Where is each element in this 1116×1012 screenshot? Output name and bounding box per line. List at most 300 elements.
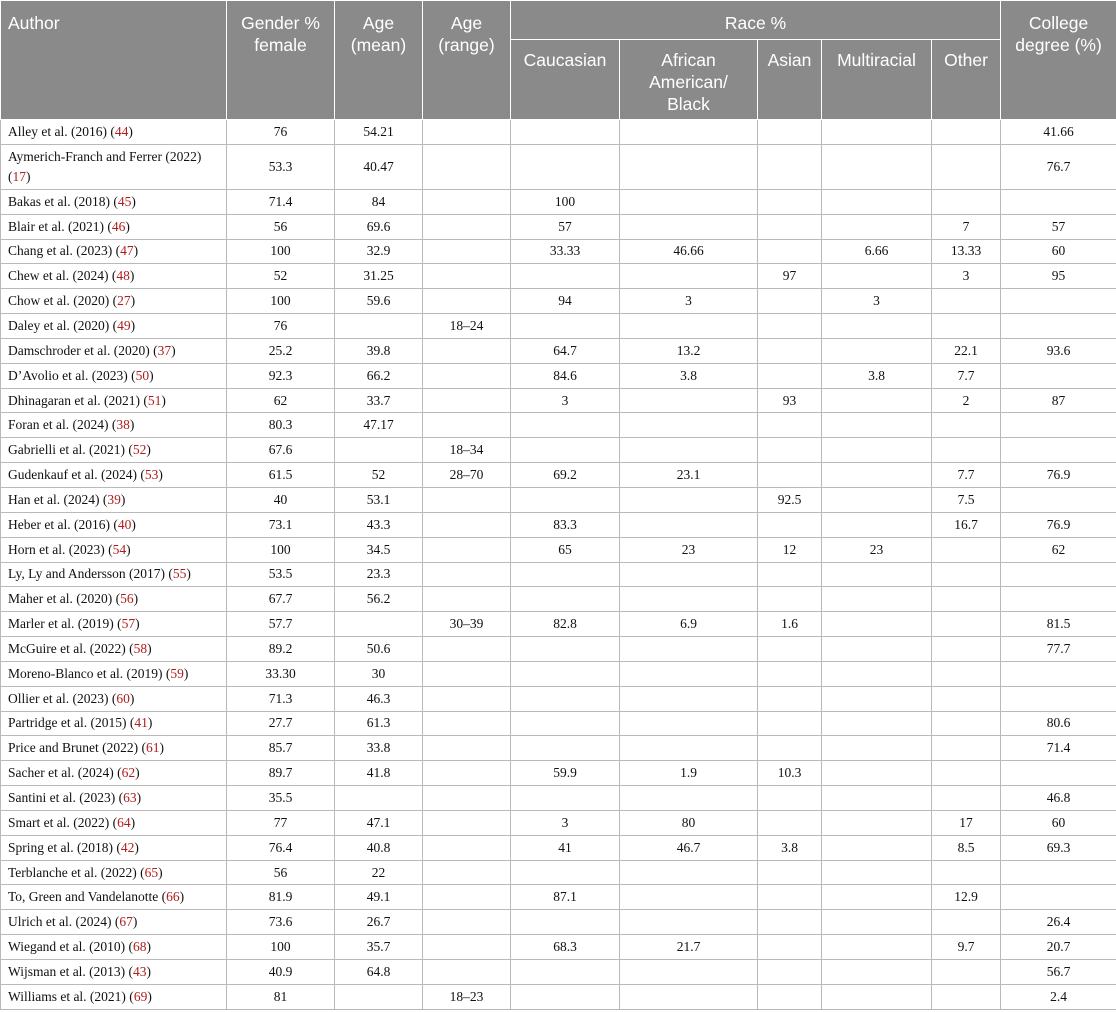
cell-college bbox=[1001, 314, 1116, 339]
table-body bbox=[1, 120, 1116, 1010]
cell-african-american: 3 bbox=[620, 289, 758, 314]
cell-multiracial bbox=[822, 910, 932, 935]
cell-other bbox=[932, 786, 1001, 811]
reference-number: 65 bbox=[144, 864, 159, 880]
cell-other bbox=[932, 860, 1001, 885]
author-text: Spring et al. (2018) ( bbox=[8, 839, 121, 855]
cell-age-range bbox=[423, 562, 511, 587]
cell-caucasian bbox=[511, 711, 620, 736]
cell-college: 57 bbox=[1001, 214, 1116, 239]
cell-multiracial bbox=[822, 686, 932, 711]
cell-author bbox=[1, 587, 227, 612]
cell-author bbox=[1, 935, 227, 960]
cell-african-american bbox=[620, 686, 758, 711]
cell-african-american bbox=[620, 736, 758, 761]
table-header bbox=[1, 1, 1116, 120]
cell-gender: 85.7 bbox=[227, 736, 335, 761]
table-row bbox=[1, 314, 1116, 339]
cell-multiracial bbox=[822, 885, 932, 910]
cell-caucasian: 3 bbox=[511, 388, 620, 413]
reference-number: 68 bbox=[133, 939, 147, 955]
cell-author bbox=[1, 512, 227, 537]
cell-african-american bbox=[620, 214, 758, 239]
author-text: Damschroder et al. (2020) ( bbox=[8, 342, 158, 358]
cell-age-mean: 64.8 bbox=[335, 960, 423, 985]
cell-multiracial bbox=[822, 463, 932, 488]
cell-asian: 92.5 bbox=[758, 487, 822, 512]
cell-gender: 33.30 bbox=[227, 661, 335, 686]
cell-multiracial bbox=[822, 413, 932, 438]
cell-multiracial bbox=[822, 860, 932, 885]
cell-caucasian: 100 bbox=[511, 189, 620, 214]
cell-caucasian: 65 bbox=[511, 537, 620, 562]
author-text: Daley et al. (2020) ( bbox=[8, 317, 118, 333]
cell-caucasian bbox=[511, 314, 620, 339]
table-row bbox=[1, 910, 1116, 935]
author-text: Chow et al. (2020) ( bbox=[8, 293, 118, 309]
author-text: Wijsman et al. (2013) ( bbox=[8, 963, 134, 979]
cell-multiracial bbox=[822, 935, 932, 960]
cell-african-american: 23.1 bbox=[620, 463, 758, 488]
cell-college bbox=[1001, 289, 1116, 314]
cell-caucasian: 94 bbox=[511, 289, 620, 314]
cell-gender: 76 bbox=[227, 314, 335, 339]
cell-asian bbox=[758, 810, 822, 835]
cell-caucasian bbox=[511, 562, 620, 587]
cell-age-range: 18–24 bbox=[423, 314, 511, 339]
reference-close-paren: ) bbox=[186, 566, 191, 582]
cell-age-mean: 46.3 bbox=[335, 686, 423, 711]
cell-gender: 100 bbox=[227, 537, 335, 562]
reference-number: 62 bbox=[121, 765, 136, 781]
cell-age-mean: 31.25 bbox=[335, 264, 423, 289]
cell-other bbox=[932, 314, 1001, 339]
cell-college: 93.6 bbox=[1001, 338, 1116, 363]
table-row bbox=[1, 810, 1116, 835]
cell-other: 7 bbox=[932, 214, 1001, 239]
reference-number: 44 bbox=[114, 123, 129, 139]
table-row bbox=[1, 189, 1116, 214]
cell-gender: 61.5 bbox=[227, 463, 335, 488]
cell-college bbox=[1001, 587, 1116, 612]
cell-gender: 71.4 bbox=[227, 189, 335, 214]
reference-number: 66 bbox=[166, 889, 180, 905]
cell-author bbox=[1, 189, 227, 214]
author-text: Alley et al. (2016) ( bbox=[8, 123, 115, 139]
table-row bbox=[1, 363, 1116, 388]
author-text: Santini et al. (2023) ( bbox=[8, 790, 124, 806]
cell-college bbox=[1001, 562, 1116, 587]
table-row bbox=[1, 612, 1116, 637]
cell-multiracial bbox=[822, 144, 932, 189]
reference-number: 59 bbox=[170, 665, 184, 681]
author-text: Moreno-Blanco et al. (2019) ( bbox=[8, 665, 171, 681]
reference-number: 64 bbox=[117, 814, 131, 830]
cell-caucasian bbox=[511, 960, 620, 985]
reference-number: 45 bbox=[117, 193, 132, 209]
cell-caucasian: 41 bbox=[511, 835, 620, 860]
cell-other bbox=[932, 960, 1001, 985]
table-row bbox=[1, 587, 1116, 612]
cell-gender: 89.2 bbox=[227, 637, 335, 662]
cell-age-range bbox=[423, 264, 511, 289]
reference-close-paren: ) bbox=[133, 591, 139, 607]
cell-other bbox=[932, 438, 1001, 463]
cell-college bbox=[1001, 761, 1116, 786]
cell-other bbox=[932, 711, 1001, 736]
reference-close-paren: ) bbox=[125, 218, 130, 234]
cell-gender: 67.6 bbox=[227, 438, 335, 463]
cell-multiracial bbox=[822, 512, 932, 537]
reference-close-paren: ) bbox=[135, 616, 140, 632]
cell-multiracial bbox=[822, 120, 932, 145]
cell-author bbox=[1, 786, 227, 811]
cell-other: 13.33 bbox=[932, 239, 1001, 264]
header-age-range: Age (range) bbox=[423, 1, 511, 120]
cell-author bbox=[1, 120, 227, 145]
cell-other bbox=[932, 910, 1001, 935]
cell-age-mean bbox=[335, 984, 423, 1009]
cell-author bbox=[1, 214, 227, 239]
cell-age-range bbox=[423, 786, 511, 811]
cell-asian: 12 bbox=[758, 537, 822, 562]
cell-age-mean: 33.7 bbox=[335, 388, 423, 413]
author-text: Terblanche et al. (2022) ( bbox=[8, 864, 145, 880]
table-row bbox=[1, 413, 1116, 438]
cell-caucasian bbox=[511, 587, 620, 612]
cell-college bbox=[1001, 487, 1116, 512]
cell-asian: 10.3 bbox=[758, 761, 822, 786]
cell-age-mean: 35.7 bbox=[335, 935, 423, 960]
cell-african-american: 80 bbox=[620, 810, 758, 835]
cell-author bbox=[1, 289, 227, 314]
cell-age-mean: 40.8 bbox=[335, 835, 423, 860]
cell-multiracial bbox=[822, 711, 932, 736]
header-other: Other bbox=[932, 40, 1001, 120]
cell-multiracial bbox=[822, 786, 932, 811]
reference-close-paren: ) bbox=[26, 168, 31, 184]
cell-other: 16.7 bbox=[932, 512, 1001, 537]
cell-author bbox=[1, 463, 227, 488]
cell-college: 56.7 bbox=[1001, 960, 1116, 985]
reference-number: 48 bbox=[116, 268, 130, 284]
cell-other bbox=[932, 120, 1001, 145]
author-text: Maher et al. (2020) ( bbox=[8, 591, 121, 607]
cell-college bbox=[1001, 885, 1116, 910]
cell-college: 46.8 bbox=[1001, 786, 1116, 811]
cell-asian bbox=[758, 736, 822, 761]
reference-number: 17 bbox=[12, 168, 26, 184]
cell-african-american bbox=[620, 960, 758, 985]
cell-asian: 97 bbox=[758, 264, 822, 289]
cell-african-american bbox=[620, 314, 758, 339]
cell-author bbox=[1, 264, 227, 289]
cell-asian bbox=[758, 960, 822, 985]
cell-caucasian bbox=[511, 860, 620, 885]
cell-caucasian: 69.2 bbox=[511, 463, 620, 488]
header-author: Author bbox=[1, 1, 227, 120]
reference-number: 39 bbox=[107, 491, 121, 507]
cell-african-american: 46.7 bbox=[620, 835, 758, 860]
reference-close-paren: ) bbox=[130, 814, 136, 830]
cell-age-mean: 54.21 bbox=[335, 120, 423, 145]
cell-gender: 89.7 bbox=[227, 761, 335, 786]
cell-age-range: 18–34 bbox=[423, 438, 511, 463]
cell-multiracial bbox=[822, 736, 932, 761]
table-row bbox=[1, 438, 1116, 463]
cell-gender: 73.6 bbox=[227, 910, 335, 935]
cell-age-range bbox=[423, 711, 511, 736]
reference-number: 46 bbox=[111, 218, 126, 234]
author-text: Chang et al. (2023) ( bbox=[8, 243, 121, 259]
reference-close-paren: ) bbox=[133, 243, 139, 259]
table-row bbox=[1, 761, 1116, 786]
cell-african-american bbox=[620, 388, 758, 413]
reference-close-paren: ) bbox=[130, 317, 136, 333]
cell-author bbox=[1, 239, 227, 264]
cell-african-american bbox=[620, 413, 758, 438]
author-text: Sacher et al. (2024) ( bbox=[8, 765, 122, 781]
cell-multiracial: 3 bbox=[822, 289, 932, 314]
cell-college: 80.6 bbox=[1001, 711, 1116, 736]
cell-age-range bbox=[423, 761, 511, 786]
cell-multiracial bbox=[822, 661, 932, 686]
cell-african-american: 6.9 bbox=[620, 612, 758, 637]
author-text: Partridge et al. (2015) ( bbox=[8, 715, 135, 731]
cell-age-range bbox=[423, 686, 511, 711]
cell-age-mean: 84 bbox=[335, 189, 423, 214]
header-college: College degree (%) bbox=[1001, 1, 1116, 120]
table-row bbox=[1, 338, 1116, 363]
author-text: Heber et al. (2016) ( bbox=[8, 516, 118, 532]
reference-number: 51 bbox=[147, 392, 162, 408]
cell-gender: 76.4 bbox=[227, 835, 335, 860]
cell-other: 8.5 bbox=[932, 835, 1001, 860]
header-race-group: Race % bbox=[511, 1, 1001, 40]
reference-close-paren: ) bbox=[146, 963, 152, 979]
cell-age-range bbox=[423, 935, 511, 960]
cell-gender: 62 bbox=[227, 388, 335, 413]
cell-caucasian: 3 bbox=[511, 810, 620, 835]
cell-multiracial bbox=[822, 810, 932, 835]
cell-college: 95 bbox=[1001, 264, 1116, 289]
reference-number: 49 bbox=[117, 317, 131, 333]
cell-college bbox=[1001, 661, 1116, 686]
cell-asian bbox=[758, 661, 822, 686]
cell-asian bbox=[758, 189, 822, 214]
author-text: Price and Brunet (2022) ( bbox=[8, 740, 146, 756]
reference-number: 56 bbox=[120, 591, 134, 607]
table-row bbox=[1, 835, 1116, 860]
cell-age-mean bbox=[335, 314, 423, 339]
cell-other: 7.7 bbox=[932, 463, 1001, 488]
cell-other bbox=[932, 736, 1001, 761]
reference-close-paren: ) bbox=[159, 740, 164, 756]
cell-age-mean: 26.7 bbox=[335, 910, 423, 935]
cell-gender: 76 bbox=[227, 120, 335, 145]
cell-caucasian: 83.3 bbox=[511, 512, 620, 537]
cell-caucasian: 57 bbox=[511, 214, 620, 239]
cell-african-american bbox=[620, 711, 758, 736]
cell-asian bbox=[758, 120, 822, 145]
author-text: Dhinagaran et al. (2021) ( bbox=[8, 392, 148, 408]
cell-college: 60 bbox=[1001, 239, 1116, 264]
cell-gender: 25.2 bbox=[227, 338, 335, 363]
table-row bbox=[1, 935, 1116, 960]
cell-age-range bbox=[423, 144, 511, 189]
cell-age-mean: 32.9 bbox=[335, 239, 423, 264]
cell-african-american bbox=[620, 562, 758, 587]
cell-gender: 67.7 bbox=[227, 587, 335, 612]
cell-author bbox=[1, 736, 227, 761]
cell-age-mean bbox=[335, 438, 423, 463]
cell-multiracial: 23 bbox=[822, 537, 932, 562]
cell-other bbox=[932, 612, 1001, 637]
cell-college: 77.7 bbox=[1001, 637, 1116, 662]
cell-other bbox=[932, 761, 1001, 786]
cell-asian bbox=[758, 512, 822, 537]
cell-age-mean: 43.3 bbox=[335, 512, 423, 537]
cell-age-range bbox=[423, 637, 511, 662]
cell-gender: 40.9 bbox=[227, 960, 335, 985]
cell-african-american bbox=[620, 910, 758, 935]
cell-author bbox=[1, 314, 227, 339]
cell-age-mean: 40.47 bbox=[335, 144, 423, 189]
cell-gender: 92.3 bbox=[227, 363, 335, 388]
cell-gender: 52 bbox=[227, 264, 335, 289]
cell-multiracial bbox=[822, 214, 932, 239]
cell-age-mean: 39.8 bbox=[335, 338, 423, 363]
author-text: D’Avolio et al. (2023) ( bbox=[8, 367, 136, 383]
cell-college bbox=[1001, 189, 1116, 214]
cell-other: 9.7 bbox=[932, 935, 1001, 960]
reference-close-paren: ) bbox=[183, 665, 189, 681]
table-row bbox=[1, 463, 1116, 488]
reference-close-paren: ) bbox=[179, 889, 185, 905]
header-african-american: African American/ Black bbox=[620, 40, 758, 120]
table-row bbox=[1, 537, 1116, 562]
cell-author bbox=[1, 363, 227, 388]
reference-number: 55 bbox=[172, 566, 187, 582]
cell-other: 3 bbox=[932, 264, 1001, 289]
cell-college bbox=[1001, 363, 1116, 388]
cell-other: 17 bbox=[932, 810, 1001, 835]
table-row bbox=[1, 239, 1116, 264]
cell-other: 2 bbox=[932, 388, 1001, 413]
cell-caucasian bbox=[511, 786, 620, 811]
cell-caucasian: 84.6 bbox=[511, 363, 620, 388]
cell-caucasian: 87.1 bbox=[511, 885, 620, 910]
cell-college: 69.3 bbox=[1001, 835, 1116, 860]
author-text: Ollier et al. (2023) ( bbox=[8, 690, 117, 706]
reference-close-paren: ) bbox=[161, 392, 166, 408]
cell-multiracial bbox=[822, 189, 932, 214]
cell-gender: 81 bbox=[227, 984, 335, 1009]
cell-other bbox=[932, 189, 1001, 214]
cell-age-range bbox=[423, 120, 511, 145]
table-row bbox=[1, 661, 1116, 686]
cell-caucasian: 68.3 bbox=[511, 935, 620, 960]
reference-close-paren: ) bbox=[131, 193, 136, 209]
cell-age-range bbox=[423, 487, 511, 512]
cell-multiracial: 3.8 bbox=[822, 363, 932, 388]
author-text: Wiegand et al. (2010) ( bbox=[8, 939, 134, 955]
cell-age-range bbox=[423, 661, 511, 686]
cell-asian bbox=[758, 885, 822, 910]
cell-other: 12.9 bbox=[932, 885, 1001, 910]
author-text: Aymerich-Franch and Ferrer (2022) ( bbox=[8, 148, 202, 184]
cell-caucasian: 59.9 bbox=[511, 761, 620, 786]
cell-age-range bbox=[423, 587, 511, 612]
cell-author bbox=[1, 661, 227, 686]
author-text: Foran et al. (2024) ( bbox=[8, 417, 117, 433]
cell-gender: 81.9 bbox=[227, 885, 335, 910]
cell-caucasian: 64.7 bbox=[511, 338, 620, 363]
cell-author bbox=[1, 860, 227, 885]
cell-asian bbox=[758, 363, 822, 388]
cell-asian bbox=[758, 686, 822, 711]
cell-age-range bbox=[423, 512, 511, 537]
table-row bbox=[1, 637, 1116, 662]
reference-close-paren: ) bbox=[146, 442, 151, 458]
reference-close-paren: ) bbox=[131, 516, 136, 532]
cell-african-american bbox=[620, 189, 758, 214]
reference-close-paren: ) bbox=[130, 293, 136, 309]
reference-number: 50 bbox=[135, 367, 150, 383]
cell-college bbox=[1001, 860, 1116, 885]
cell-age-mean: 69.6 bbox=[335, 214, 423, 239]
author-text: Marler et al. (2019) ( bbox=[8, 616, 122, 632]
reference-close-paren: ) bbox=[126, 541, 131, 557]
cell-age-range bbox=[423, 736, 511, 761]
cell-gender: 53.5 bbox=[227, 562, 335, 587]
cell-gender: 53.3 bbox=[227, 144, 335, 189]
cell-multiracial bbox=[822, 438, 932, 463]
cell-gender: 80.3 bbox=[227, 413, 335, 438]
reference-number: 53 bbox=[144, 467, 159, 483]
cell-age-range: 18–23 bbox=[423, 984, 511, 1009]
reference-number: 69 bbox=[133, 988, 148, 1004]
reference-close-paren: ) bbox=[135, 765, 140, 781]
reference-close-paren: ) bbox=[171, 342, 176, 358]
cell-age-mean bbox=[335, 786, 423, 811]
cell-age-mean: 30 bbox=[335, 661, 423, 686]
cell-age-range bbox=[423, 910, 511, 935]
cell-age-range bbox=[423, 835, 511, 860]
author-text: Horn et al. (2023) ( bbox=[8, 541, 113, 557]
cell-caucasian bbox=[511, 637, 620, 662]
cell-age-mean bbox=[335, 612, 423, 637]
cell-age-mean: 66.2 bbox=[335, 363, 423, 388]
cell-asian: 3.8 bbox=[758, 835, 822, 860]
cell-asian bbox=[758, 214, 822, 239]
reference-close-paren: ) bbox=[147, 715, 153, 731]
cell-author bbox=[1, 686, 227, 711]
cell-other bbox=[932, 587, 1001, 612]
cell-multiracial bbox=[822, 388, 932, 413]
cell-other bbox=[932, 144, 1001, 189]
cell-age-range bbox=[423, 860, 511, 885]
cell-college: 87 bbox=[1001, 388, 1116, 413]
cell-age-range bbox=[423, 960, 511, 985]
cell-other bbox=[932, 661, 1001, 686]
cell-age-range bbox=[423, 537, 511, 562]
author-text: McGuire et al. (2022) ( bbox=[8, 640, 134, 656]
cell-african-american bbox=[620, 860, 758, 885]
reference-number: 47 bbox=[120, 243, 134, 259]
cell-caucasian bbox=[511, 984, 620, 1009]
cell-asian bbox=[758, 935, 822, 960]
